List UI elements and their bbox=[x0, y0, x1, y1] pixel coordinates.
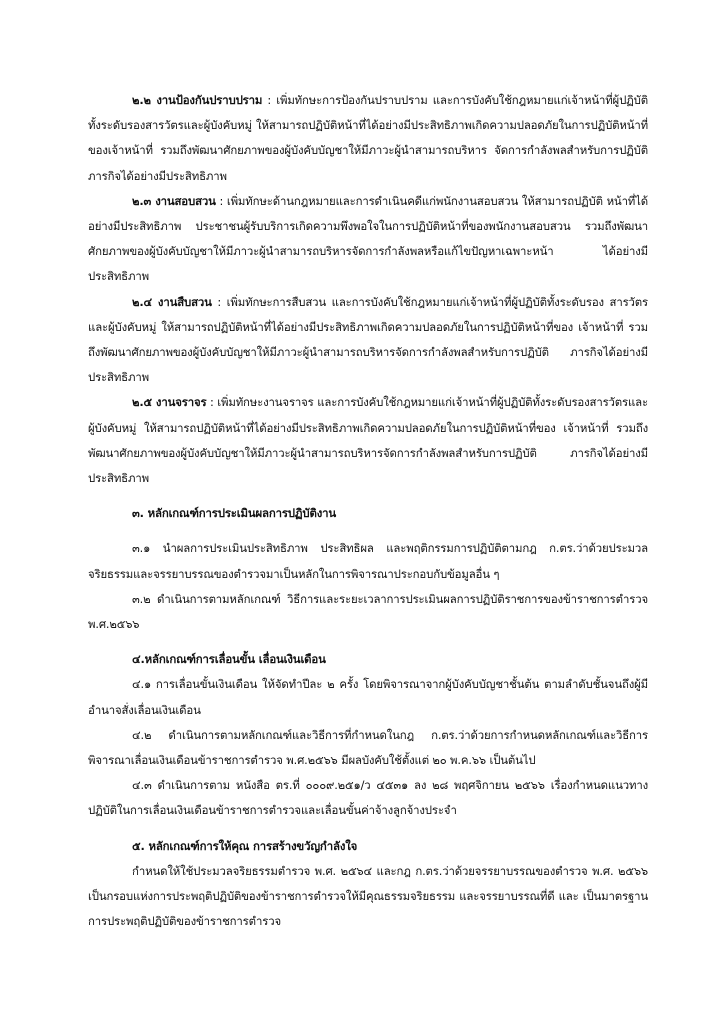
paragraph-2-2-lead: ๒.๒ งานป้องกันปราบปราม bbox=[132, 93, 263, 107]
section-4-heading: ๔.หลักเกณฑ์การเลื่อนขั้น เลื่อนเงินเดือน bbox=[132, 652, 326, 667]
paragraph-2-5-text: : เพิ่มทักษะงานจราจร และการบังคับใช้กฎหมายแก่เจ้าหน้าที่ผู้ปฏิบัติทั้งระดับรองสารวัตรและผู้บังคับหมู่ ให้สามารถปฏิบัติหน้าที่ได้อย่างมีประสิทธิภาพเกิดความปลอดภัยในการปฏิบัติหน้าที่ของ เจ้าหน้าที่ รวมถึงพัฒนาศักยภาพของผู้บังคับบัญชาให้มีภาวะผู้นำสามารถบริหารจัดการกำลังพลสำหรับการปฏิบัติ ภารกิจได้อย่างมีประสิทธิภาพ bbox=[88, 395, 648, 486]
spacer bbox=[88, 824, 648, 834]
paragraph-2-3-lead: ๒.๓ งานสอบสวน bbox=[132, 193, 216, 208]
paragraph-2-4 bbox=[88, 290, 648, 391]
paragraph-2-5 bbox=[88, 390, 648, 491]
paragraph-5-1: กำหนดให้ใช้ประมวลจริยธรรมตำรวจ พ.ศ. ๒๕๖๔ และกฎ ก.ตร.ว่าด้วยจรรยาบรรณของตำรวจ พ.ศ. ๒๕๖๖ เป็นกรอบแห่งการประพฤติปฏิบัติของข้าราชการตำรวจให้มีคุณธรรมจริยธรรม และจรรยาบรรณที่ดี และ เป็นมาตรฐานการประพฤติปฏิบัติของข้าราชการตำรวจ bbox=[88, 863, 648, 929]
paragraph-2-5-lead: ๒.๕ งานจราจร bbox=[132, 395, 207, 410]
paragraph-2-2-text: : เพิ่มทักษะการป้องกันปราบปราม และการบังคับใช้กฎหมายแก่เจ้าหน้าที่ผู้ปฏิบัติทั้งระดับรองสารวัตรและผู้บังคับหมู่ ให้สามารถปฏิบัติหน้าที่ได้อย่างมีประสิทธิภาพเกิดความปลอดภัยในการปฏิบัติหน้าที่ของเจ้าหน้าที่ รวมถึงพัฒนาศักยภาพของผู้บังคับบัญชาให้มีภาวะผู้นำสามารถบริหาร จัดการกำลังพลสำหรับการปฏิบัติภารกิจได้อย่างมีประสิทธิภาพ bbox=[88, 93, 648, 183]
paragraph-4-3: ๔.๓ ดำเนินการตาม หนังสือ ตร.ที่ ๐๐๐๙.๒๕๑/ว ๔๕๓๑ ลง ๒๘ พฤศจิกายน ๒๕๖๖ เรื่องกำหนดแนวทางปฏิบัติในการเลื่อนเงินเดือนข้าราชการตำรวจและเลื่อนขั้นค่าจ้างลูกจ้างประจำ bbox=[88, 778, 648, 818]
paragraph-2-2 bbox=[88, 88, 648, 189]
paragraph-3-1: ๓.๑ นำผลการประเมินประสิทธิภาพ ประสิทธิผล และพฤติกรรมการปฏิบัติตามกฎ ก.ตร.ว่าด้วยประมวลจริยธรรมและจรรยาบรรณของตำรวจมาเป็นหลักในการพิจารณาประกอบกับข้อมูลอื่น ๆ bbox=[88, 541, 648, 581]
document-page bbox=[88, 88, 648, 935]
spacer bbox=[88, 491, 648, 501]
paragraph-2-4-text: : เพิ่มทักษะการสืบสวน และการบังคับใช้กฎหมายแก่เจ้าหน้าที่ผู้ปฏิบัติทั้งระดับรอง สารวัตรและผู้บังคับหมู่ ให้สามารถปฏิบัติหน้าที่ได้อย่างมีประสิทธิภาพเกิดความปลอดภัยในการปฏิบัติหน้าที่ของ เจ้าหน้าที่ รวมถึงพัฒนาศักยภาพของผู้บังคับบัญชาให้มีภาวะผู้นำสามารถบริหารจัดการกำลังพลสำหรับการปฏิบัติ ภารกิจได้อย่างมีประสิทธิภาพ bbox=[88, 294, 648, 385]
paragraph-4-2: ๔.๒ ดำเนินการตามหลักเกณฑ์และวิธีการที่กำหนดในกฎ ก.ตร.ว่าด้วยการกำหนดหลักเกณฑ์และวิธีการพิจารณาเลื่อนเงินเดือนข้าราชการตำรวจ พ.ศ.๒๕๖๖ มีผลบังคับใช้ตั้งแต่ ๒๐ พ.ค.๖๖ เป็นต้นไป bbox=[88, 727, 648, 768]
paragraph-4-1: ๔.๑ การเลื่อนขั้นเงินเดือน ให้จัดทำปีละ ๒ ครั้ง โดยพิจารณาจากผู้บังคับบัญชาชั้นต้น ตามลำดับชั้นจนถึงผู้มีอำนาจสั่งเลื่อนเงินเดือน bbox=[88, 677, 648, 717]
section-3-heading: ๓. หลักเกณฑ์การประเมินผลการปฏิบัติงาน bbox=[132, 506, 337, 521]
section-5-heading: ๕. หลักเกณฑ์การให้คุณ การสร้างขวัญกำลังใจ bbox=[132, 838, 358, 853]
spacer bbox=[88, 526, 648, 536]
spacer bbox=[88, 637, 648, 647]
paragraph-2-3-text: : เพิ่มทักษะด้านกฎหมายและการดำเนินคดีแก่พนักงานสอบสวน ให้สามารถปฏิบัติ หน้าที่ได้อย่างมีประสิทธิภาพ ประชาชนผู้รับบริการเกิดความพึงพอใจในการปฏิบัติหน้าที่ของพนักงานสอบสวน รวมถึงพัฒนาศักยภาพของผู้บังคับบัญชาให้มีภาวะผู้นำสามารถบริหารจัดการกำลังพลหรือแก้ไขปัญหาเฉพาะหน้า ได้อย่างมีประสิทธิภาพ bbox=[88, 193, 648, 284]
paragraph-2-3 bbox=[88, 189, 648, 290]
paragraph-3-2: ๓.๒ ดำเนินการตามหลักเกณฑ์ วิธีการและระยะเวลาการประเมินผลการปฏิบัติราชการของข้าราชการตำรวจ พ.ศ.๒๕๖๖ bbox=[88, 591, 648, 632]
paragraph-2-4-lead: ๒.๔ งานสืบสวน bbox=[132, 294, 212, 309]
